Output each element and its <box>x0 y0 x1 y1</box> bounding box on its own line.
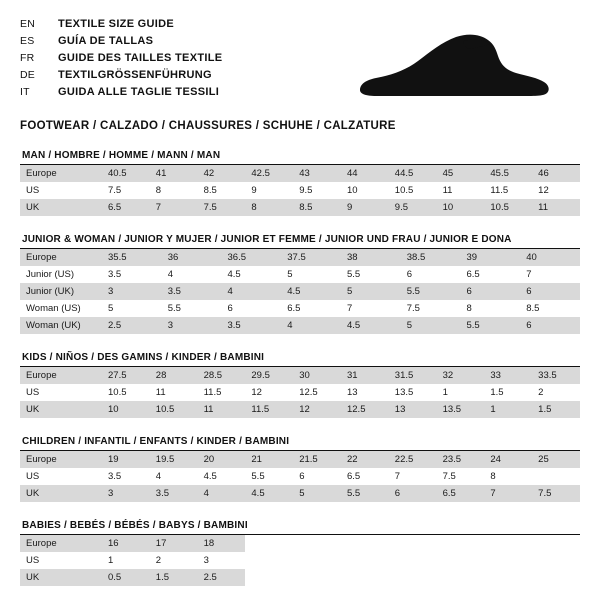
cell: 35.5 <box>102 249 162 266</box>
row-label: Europe <box>20 535 102 552</box>
cell: 11.5 <box>490 185 509 196</box>
cell: 36.5 <box>222 249 282 266</box>
size-block-babies <box>20 520 580 586</box>
cell <box>437 552 485 569</box>
cell: 5 <box>401 317 461 334</box>
row-label: Europe <box>20 451 102 468</box>
cell: 6 <box>520 283 580 300</box>
cell: 4 <box>281 317 341 334</box>
table-row <box>20 266 580 283</box>
cell: 0.5 <box>102 569 150 586</box>
cell: 6 <box>389 485 437 502</box>
cell: 4 <box>155 471 162 482</box>
cell: 40 <box>520 249 580 266</box>
cell <box>245 535 293 552</box>
table-row <box>20 535 580 552</box>
cell: 4.5 <box>341 317 401 334</box>
cell: 27.5 <box>102 367 150 384</box>
cell: 10.5 <box>484 199 532 216</box>
row-label: Europe <box>20 249 102 266</box>
cell: 12.5 <box>341 401 389 418</box>
cell: 5.5 <box>461 317 521 334</box>
cell <box>532 569 580 586</box>
language-code: IT <box>20 86 30 98</box>
size-block-kids <box>20 352 580 418</box>
cell: 12.5 <box>299 387 318 398</box>
cell: 13 <box>346 387 358 398</box>
cell: 1 <box>108 555 114 566</box>
table-row <box>20 283 580 300</box>
cell: 25 <box>532 451 580 468</box>
cell: 4 <box>167 269 174 280</box>
cell: 6.5 <box>287 303 301 314</box>
cell: 1.5 <box>150 569 198 586</box>
cell: 11 <box>532 199 580 216</box>
cell: 11.5 <box>203 387 222 398</box>
size-table <box>20 535 580 586</box>
cell: 9.5 <box>389 199 437 216</box>
row-label: UK <box>20 199 102 216</box>
cell <box>389 569 437 586</box>
cell: 46 <box>532 165 580 182</box>
cell <box>341 552 389 569</box>
cell: 3 <box>102 485 150 502</box>
cell: 40.5 <box>102 165 150 182</box>
cell: 11 <box>442 185 453 196</box>
cell: 13.5 <box>437 401 485 418</box>
cell <box>389 535 437 552</box>
cell: 8 <box>490 471 496 482</box>
cell: 4.5 <box>245 485 293 502</box>
cell <box>341 535 389 552</box>
cell: 19 <box>102 451 150 468</box>
cell: 29.5 <box>245 367 293 384</box>
cell <box>245 569 293 586</box>
row-label: Junior (US) <box>26 269 75 280</box>
cell: 2 <box>538 387 544 398</box>
cell: 9 <box>251 185 257 196</box>
cell: 6 <box>299 471 305 482</box>
cell: 9.5 <box>299 185 313 196</box>
cell: 33 <box>484 367 532 384</box>
cell: 32 <box>437 367 485 384</box>
cell <box>437 569 485 586</box>
cell: 2 <box>155 555 162 566</box>
cell: 7.5 <box>532 485 580 502</box>
cell: 6 <box>227 303 233 314</box>
cell: 7.5 <box>108 185 122 196</box>
language-title: TEXTILGRÖSSENFÜHRUNG <box>58 69 212 81</box>
cell: 12 <box>293 401 341 418</box>
row-label: Junior (UK) <box>20 283 102 300</box>
cell: 5 <box>293 485 341 502</box>
cell <box>484 569 532 586</box>
block-title: JUNIOR & WOMAN / JUNIOR Y MUJER / JUNIOR ET FEMME / JUNIOR UND FRAU / JUNIOR E DONA <box>22 234 512 245</box>
cell: 8 <box>155 185 162 196</box>
cell: 10.5 <box>108 387 127 398</box>
cell: 4 <box>222 283 282 300</box>
row-label: Europe <box>20 165 102 182</box>
language-code: DE <box>20 69 35 81</box>
cell: 10 <box>437 199 485 216</box>
cell: 5.5 <box>251 471 265 482</box>
cell: 1 <box>484 401 532 418</box>
table-row <box>20 401 580 418</box>
row-label: US <box>26 185 40 196</box>
cell: 6.5 <box>102 199 150 216</box>
table-row <box>20 367 580 384</box>
cell: 3.5 <box>222 317 282 334</box>
table-row <box>20 468 580 485</box>
cell: 20 <box>198 451 246 468</box>
cell: 10.5 <box>150 401 198 418</box>
row-label: UK <box>20 569 102 586</box>
cell: 30 <box>293 367 341 384</box>
table-row <box>20 485 580 502</box>
cell: 2.5 <box>198 569 246 586</box>
cell: 43 <box>293 165 341 182</box>
cell: 7.5 <box>406 303 420 314</box>
cell: 6.5 <box>466 269 480 280</box>
cell: 7 <box>150 199 198 216</box>
table-row <box>20 317 580 334</box>
cell: 9 <box>341 199 389 216</box>
row-label: US <box>26 471 40 482</box>
size-table <box>20 165 580 216</box>
cell: 8 <box>466 303 472 314</box>
cell: 13.5 <box>394 387 414 398</box>
cell: 8 <box>245 199 293 216</box>
cell: 8.5 <box>526 303 540 314</box>
cell: 41 <box>150 165 198 182</box>
cell: 4 <box>198 485 246 502</box>
language-code: EN <box>20 18 35 30</box>
cell <box>437 535 485 552</box>
cell <box>293 552 341 569</box>
cell: 7 <box>394 471 401 482</box>
size-table <box>20 451 580 502</box>
table-row <box>20 451 580 468</box>
cell: 19.5 <box>150 451 198 468</box>
table-row <box>20 182 580 199</box>
cell: 10 <box>346 185 358 196</box>
cell: 1.5 <box>490 387 504 398</box>
row-label: Europe <box>20 367 102 384</box>
table-row <box>20 384 580 401</box>
cell: 3 <box>162 317 222 334</box>
size-block-children <box>20 436 580 502</box>
cell: 4.5 <box>281 283 341 300</box>
language-title: GUIDE DES TAILLES TEXTILE <box>58 52 223 64</box>
size-block-man <box>20 150 580 216</box>
cell: 5.5 <box>401 283 461 300</box>
cell: 18 <box>198 535 246 552</box>
cell: 5.5 <box>167 303 181 314</box>
cell <box>532 535 580 552</box>
cell <box>293 569 341 586</box>
cell: 3.5 <box>162 283 222 300</box>
row-label: UK <box>20 485 102 502</box>
row-label: Woman (UK) <box>20 317 102 334</box>
language-title: TEXTILE SIZE GUIDE <box>58 18 175 30</box>
cell <box>341 569 389 586</box>
cell: 17 <box>150 535 198 552</box>
cell: 21 <box>245 451 293 468</box>
language-code: FR <box>20 52 35 64</box>
cell: 5 <box>108 303 114 314</box>
cell: 6 <box>461 283 521 300</box>
size-table <box>20 367 580 418</box>
cell: 7.5 <box>198 199 246 216</box>
category-heading: FOOTWEAR / CALZADO / CHAUSSURES / SCHUHE / CALZATURE <box>20 120 396 132</box>
cell: 39 <box>461 249 521 266</box>
row-label: UK <box>20 401 102 418</box>
cell: 28.5 <box>198 367 246 384</box>
dress-shoe-icon <box>352 28 552 106</box>
cell: 11.5 <box>245 401 293 418</box>
cell: 2.5 <box>102 317 162 334</box>
cell: 6 <box>406 269 413 280</box>
language-code: ES <box>20 35 35 47</box>
cell: 8.5 <box>293 199 341 216</box>
cell: 12 <box>251 387 262 398</box>
table-row <box>20 165 580 182</box>
cell: 44.5 <box>389 165 437 182</box>
cell: 22 <box>341 451 389 468</box>
cell: 3.5 <box>150 485 198 502</box>
cell: 11 <box>155 387 166 398</box>
cell: 1 <box>442 387 448 398</box>
cell: 1.5 <box>532 401 580 418</box>
cell: 5.5 <box>347 269 361 280</box>
cell: 33.5 <box>532 367 580 384</box>
page-header <box>20 16 580 108</box>
cell: 37.5 <box>281 249 341 266</box>
cell: 8.5 <box>203 185 217 196</box>
table-row <box>20 552 580 569</box>
cell: 6 <box>520 317 580 334</box>
cell <box>532 468 580 485</box>
language-title: GUIDA ALLE TAGLIE TESSILI <box>58 86 220 98</box>
cell: 6.5 <box>346 471 361 482</box>
cell: 45.5 <box>484 165 532 182</box>
cell: 16 <box>102 535 150 552</box>
cell: 22.5 <box>389 451 437 468</box>
cell <box>245 552 293 569</box>
cell: 6.5 <box>437 485 485 502</box>
cell: 42 <box>198 165 246 182</box>
cell: 10 <box>102 401 150 418</box>
cell: 28 <box>150 367 198 384</box>
cell: 3 <box>203 555 209 566</box>
cell: 31 <box>341 367 389 384</box>
cell: 10.5 <box>394 185 414 196</box>
block-title: MAN / HOMBRE / HOMME / MANN / MAN <box>22 150 221 161</box>
table-row <box>20 249 580 266</box>
cell: 5 <box>287 269 293 280</box>
cell: 7 <box>484 485 532 502</box>
cell: 44 <box>341 165 389 182</box>
cell: 5 <box>341 283 401 300</box>
cell: 4.5 <box>203 471 217 482</box>
row-label: US <box>26 555 40 566</box>
cell: 12 <box>538 185 549 196</box>
cell <box>532 552 580 569</box>
cell: 23.5 <box>437 451 485 468</box>
cell: 38 <box>341 249 401 266</box>
block-title: BABIES / BEBÉS / BÉBÉS / BABYS / BAMBINI <box>22 520 248 531</box>
cell: 24 <box>484 451 532 468</box>
block-title: CHILDREN / INFANTIL / ENFANTS / KINDER / BAMBINI <box>22 436 290 447</box>
cell: 3.5 <box>108 471 122 482</box>
table-row <box>20 569 580 586</box>
cell: 7.5 <box>442 471 456 482</box>
cell: 38.5 <box>401 249 461 266</box>
cell: 36 <box>162 249 222 266</box>
cell <box>484 552 532 569</box>
row-label: US <box>26 387 40 398</box>
cell: 13 <box>389 401 437 418</box>
cell: 11 <box>198 401 246 418</box>
table-row <box>20 300 580 317</box>
cell: 21.5 <box>293 451 341 468</box>
cell: 7 <box>526 269 532 280</box>
cell: 5.5 <box>341 485 389 502</box>
cell: 45 <box>437 165 485 182</box>
cell: 4.5 <box>227 269 241 280</box>
table-row <box>20 199 580 216</box>
size-table <box>20 249 580 334</box>
cell: 7 <box>347 303 353 314</box>
language-title: GUÍA DE TALLAS <box>58 35 154 47</box>
cell <box>293 535 341 552</box>
cell <box>389 552 437 569</box>
row-label: Woman (US) <box>26 303 81 314</box>
cell: 31.5 <box>389 367 437 384</box>
cell: 3.5 <box>108 269 122 280</box>
cell <box>484 535 532 552</box>
cell: 42.5 <box>245 165 293 182</box>
block-title: KIDS / NIÑOS / DES GAMINS / KINDER / BAMBINI <box>22 352 265 363</box>
size-block-junior-woman <box>20 234 580 334</box>
cell: 3 <box>102 283 162 300</box>
